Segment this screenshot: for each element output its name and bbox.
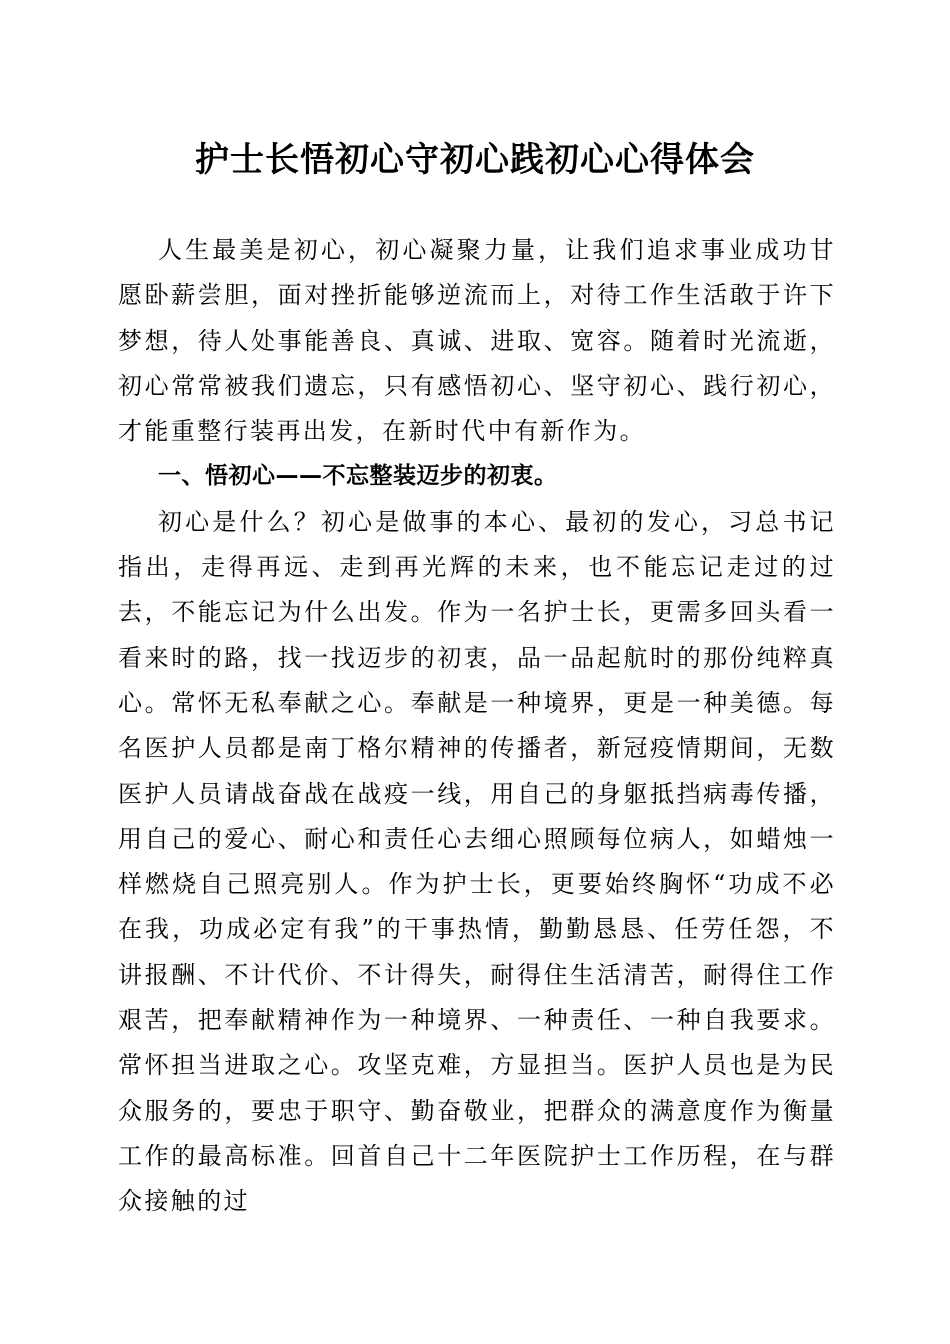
document-body — [118, 228, 836, 1225]
intro-paragraph: 人生最美是初心，初心凝聚力量，让我们追求事业成功甘愿卧薪尝胆，面对挫折能够逆流而上，对待工作生活敢于许下梦想，待人处事能善良、真诚、进取、宽容。随着时光流逝，初心常常被我们遗忘，只有感悟初心、坚守初心、践行初心，才能重整行装再出发，在新时代中有新作为。 — [118, 236, 836, 446]
document-title: 护士长悟初心守初心践初心心得体会 — [195, 140, 755, 180]
section-heading-1: 一、悟初心——不忘整装迈步的初衷。 — [158, 463, 558, 490]
section-1-paragraph: 初心是什么？初心是做事的本心、最初的发心，习总书记指出，走得再远、走到再光辉的未来，也不能忘记走过的过去，不能忘记为什么出发。作为一名护士长，更需多回头看一看来时的路，找一找迈步的初衷，品一品起航时的那份纯粹真心。常怀无私奉献之心。奉献是一种境界，更是一种美德。每名医护人员都是南丁格尔精神的传播者，新冠疫情期间，无数医护人员请战奋战在战疫一线，用自己的身躯抵挡病毒传播，用自己的爱心、耐心和责任心去细心照顾每位病人，如蜡烛一样燃烧自己照亮别人。作为护士长，更要始终胸怀“功成不必在我，功成必定有我”的干事热情，勤勤恳恳、任劳任怨，不讲报酬、不计代价、不计得失，耐得住生活清苦，耐得住工作艰苦，把奉献精神作为一种境界、一种责任、一种自我要求。常怀担当进取之心。攻坚克难，方显担当。医护人员也是为民众服务的，要忠于职守、勤奋敬业，把群众的满意度作为衡量工作的最高标准。回首自己十二年医院护士工作历程，在与群众接触的过 — [118, 507, 836, 1216]
